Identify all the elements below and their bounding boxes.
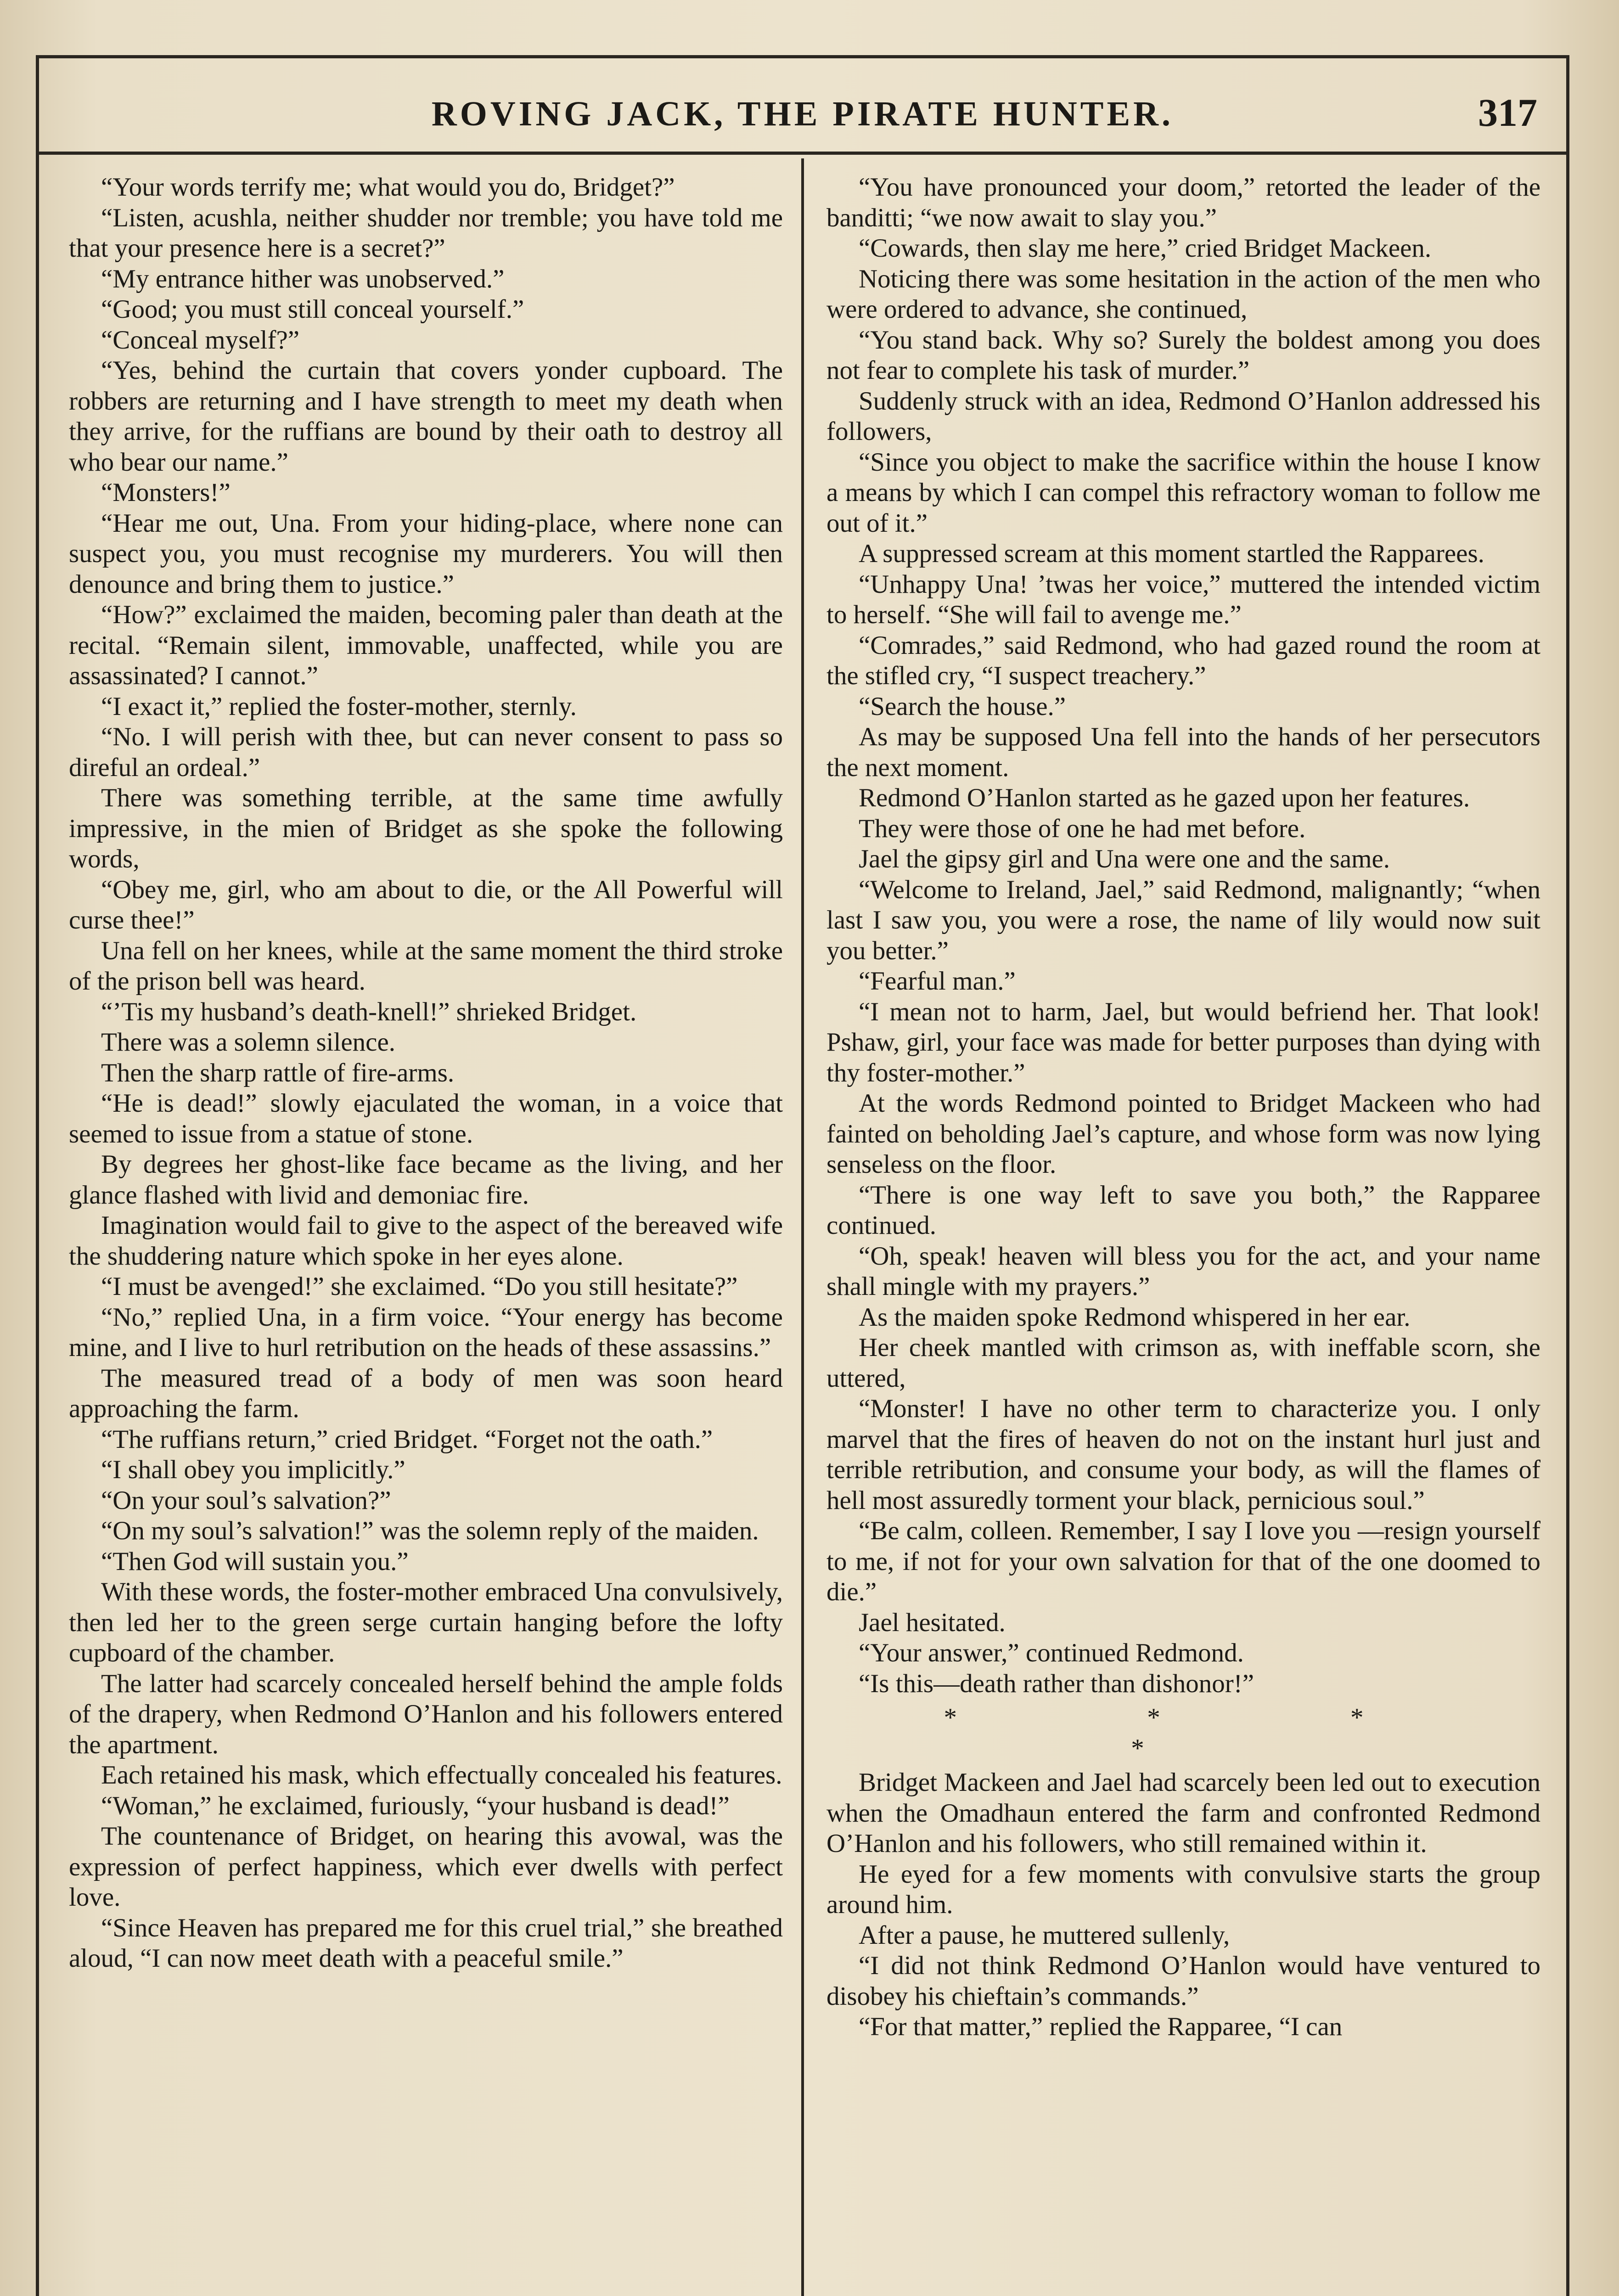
paragraph: “Conceal myself?” <box>101 325 300 355</box>
paragraph: By degrees her ghost-like face became as the living, and her glance flashed with livid and demoniac fire. <box>69 1150 783 1210</box>
paragraph: There was a solemn silence. <box>101 1028 395 1057</box>
paragraph: “My entrance hither was unobserved.” <box>101 264 505 293</box>
paragraph: “On your soul’s salvation?” <box>101 1486 391 1515</box>
paragraph: Then the sharp rattle of fire-arms. <box>101 1058 455 1087</box>
paragraph: Redmond O’Hanlon started as he gazed upon her features. <box>859 783 1470 812</box>
paragraph: “Good; you must still conceal yourself.” <box>101 295 524 324</box>
paragraph: “Is this—death rather than dishonor!” <box>859 1669 1254 1698</box>
paragraph: “Be calm, colleen. Remember, I say I love you —resign yourself to me, if not for your own salvation for that of the one doomed to die.” <box>826 1516 1540 1606</box>
paragraph: “No. I will perish with thee, but can never consent to pass so direful an ordeal.” <box>69 722 783 782</box>
paragraph: They were those of one he had met before. <box>859 814 1306 843</box>
left-column <box>69 172 783 2296</box>
page-header <box>36 55 1569 161</box>
paragraph: “Fearful man.” <box>859 967 1016 996</box>
paragraph: “I exact it,” replied the foster-mother, sternly. <box>101 692 577 721</box>
paragraph: “Listen, acushla, neither shudder nor tremble; you have told me that your presence here is a secret?” <box>69 203 783 263</box>
paragraph: “Then God will sustain you.” <box>101 1547 409 1576</box>
column-rule <box>801 158 804 2296</box>
paragraph: “Oh, speak! heaven will bless you for the act, and your name shall mingle with my prayers.” <box>826 1241 1540 1301</box>
paragraph: Bridget Mackeen and Jael had scarcely been led out to execution when the Omadhaun entered the farm and confronted Redmond O’Hanlon and his followers, who still remained within it. <box>826 1768 1540 1858</box>
paragraph: “I shall obey you implicitly.” <box>101 1455 405 1484</box>
paragraph: “Search the house.” <box>859 692 1066 721</box>
paragraph: Una fell on her knees, while at the same moment the third stroke of the prison bell was heard. <box>69 936 783 996</box>
paragraph: After a pause, he muttered sullenly, <box>859 1920 1230 1950</box>
paragraph: “There is one way left to save you both,” the Rapparee continued. <box>826 1180 1540 1240</box>
paragraph: “You have pronounced your doom,” retorted the leader of the banditti; “we now await to slay you.” <box>826 173 1540 232</box>
page-number: 317 <box>1478 90 1537 135</box>
paragraph: “I did not think Redmond O’Hanlon would have ventured to disobey his chieftain’s commands.” <box>826 1951 1540 2011</box>
paragraph: “You stand back. Why so? Surely the boldest among you does not fear to complete his task of murder.” <box>826 325 1540 385</box>
paragraph: “Monster! I have no other term to characterize you. I only marvel that the fires of heaven do not on the instant hurl just and terrible retribution, and consume your body, as will the flames of hell most assuredly torment your black, pernicious soul.” <box>826 1394 1540 1515</box>
paragraph: As the maiden spoke Redmond whispered in her ear. <box>859 1302 1411 1332</box>
paragraph: “I mean not to harm, Jael, but would befriend her. That look! Pshaw, girl, your face was made for better purposes than dying with thy foster-mother.” <box>826 997 1540 1087</box>
paragraph: With these words, the foster-mother embraced Una convulsively, then led her to the green serge curtain hanging before the lofty cupboard of the chamber. <box>69 1577 783 1667</box>
paragraph: “No,” replied Una, in a firm voice. “Your energy has become mine, and I live to hurl retribution on the heads of these assassins.” <box>69 1302 783 1362</box>
paragraph: The countenance of Bridget, on hearing this avowal, was the expression of perfect happiness, which ever dwells with perfect love. <box>69 1822 783 1912</box>
paragraph: “Since Heaven has prepared me for this cruel trial,” she breathed aloud, “I can now meet death with a peaceful smile.” <box>69 1913 783 1973</box>
paragraph: “Comrades,” said Redmond, who had gazed round the room at the stifled cry, “I suspect treachery.” <box>826 630 1540 690</box>
paragraph: The measured tread of a body of men was soon heard approaching the farm. <box>69 1363 783 1423</box>
paragraph: “For that matter,” replied the Rapparee, “I can <box>859 2012 1343 2041</box>
paragraph: “The ruffians return,” cried Bridget. “Forget not the oath.” <box>101 1424 713 1454</box>
paragraph: “Woman,” he exclaimed, furiously, “your husband is dead!” <box>101 1791 730 1820</box>
paragraph: Jael hesitated. <box>859 1608 1006 1637</box>
paragraph: Imagination would fail to give to the aspect of the bereaved wife the shuddering nature which spoke in her eyes alone. <box>69 1211 783 1271</box>
paragraph: “Yes, behind the curtain that covers yonder cupboard. The robbers are returning and I have strength to meet my death when they arrive, for the ruffians are bound by their oath to destroy all who bear our name.” <box>69 356 783 477</box>
paragraph: “Since you object to make the sacrifice within the house I know a means by which I can compel this refractory woman to follow me out of it.” <box>826 447 1540 538</box>
paragraph: “Your answer,” continued Redmond. <box>859 1638 1244 1667</box>
paragraph: A suppressed scream at this moment startled the Rapparees. <box>859 539 1484 568</box>
paragraph: “On my soul’s salvation!” was the solemn reply of the maiden. <box>101 1516 759 1545</box>
paragraph: “Monsters!” <box>101 478 230 507</box>
paragraph: “Welcome to Ireland, Jael,” said Redmond, malignantly; “when last I saw you, you were a rose, the name of lily would now suit you better.” <box>826 875 1540 965</box>
paragraph: There was something terrible, at the same time awfully impressive, in the mien of Bridget as she spoke the following words, <box>69 783 783 873</box>
paragraph: “Unhappy Una! ’twas her voice,” muttered the intended victim to herself. “She will fail to avenge me.” <box>826 569 1540 629</box>
paragraph: Jael the gipsy girl and Una were one and the same. <box>859 844 1390 873</box>
header-rule <box>36 152 1569 155</box>
paragraph: Noticing there was some hesitation in the action of the men who were ordered to advance, she continued, <box>826 264 1540 324</box>
paragraph: “He is dead!” slowly ejaculated the woman, in a voice that seemed to issue from a statue of stone. <box>69 1089 783 1148</box>
paragraph: “Obey me, girl, who am about to die, or the All Powerful will curse thee!” <box>69 875 783 934</box>
paragraph: Each retained his mask, which effectually concealed his features. <box>101 1761 782 1790</box>
paragraph: “I must be avenged!” she exclaimed. “Do you still hesitate?” <box>101 1272 738 1301</box>
paragraph: Suddenly struck with an idea, Redmond O’Hanlon addressed his followers, <box>826 386 1540 446</box>
paragraph: “Cowards, then slay me here,” cried Bridget Mackeen. <box>859 234 1432 263</box>
right-column <box>826 172 1540 2296</box>
paragraph: “Hear me out, Una. From your hiding-place, where none can suspect you, you must recognise my murderers. You will then denounce and bring them to justice.” <box>69 508 783 599</box>
paragraph: Her cheek mantled with crimson as, with ineffable scorn, she uttered, <box>826 1333 1540 1393</box>
running-title: ROVING JACK, THE PIRATE HUNTER. <box>431 95 1174 133</box>
paragraph: As may be supposed Una fell into the hands of her persecutors the next moment. <box>826 722 1540 782</box>
paragraph: “How?” exclaimed the maiden, becoming paler than death at the recital. “Remain silent, immovable, unaffected, while you are assassinated? I cannot.” <box>69 600 783 690</box>
paragraph: * * * * <box>944 1703 1456 1763</box>
paragraph: “’Tis my husband’s death-knell!” shrieked Bridget. <box>101 997 637 1026</box>
paragraph: He eyed for a few moments with convulsive starts the group around him. <box>826 1859 1540 1919</box>
paragraph: “Your words terrify me; what would you do, Bridget?” <box>101 173 675 202</box>
paragraph: At the words Redmond pointed to Bridget Mackeen who had fainted on beholding Jael’s capture, and whose form was now lying senseless on the floor. <box>826 1089 1540 1179</box>
paragraph: The latter had scarcely concealed herself behind the ample folds of the drapery, when Redmond O’Hanlon and his followers entered the apartment. <box>69 1669 783 1759</box>
